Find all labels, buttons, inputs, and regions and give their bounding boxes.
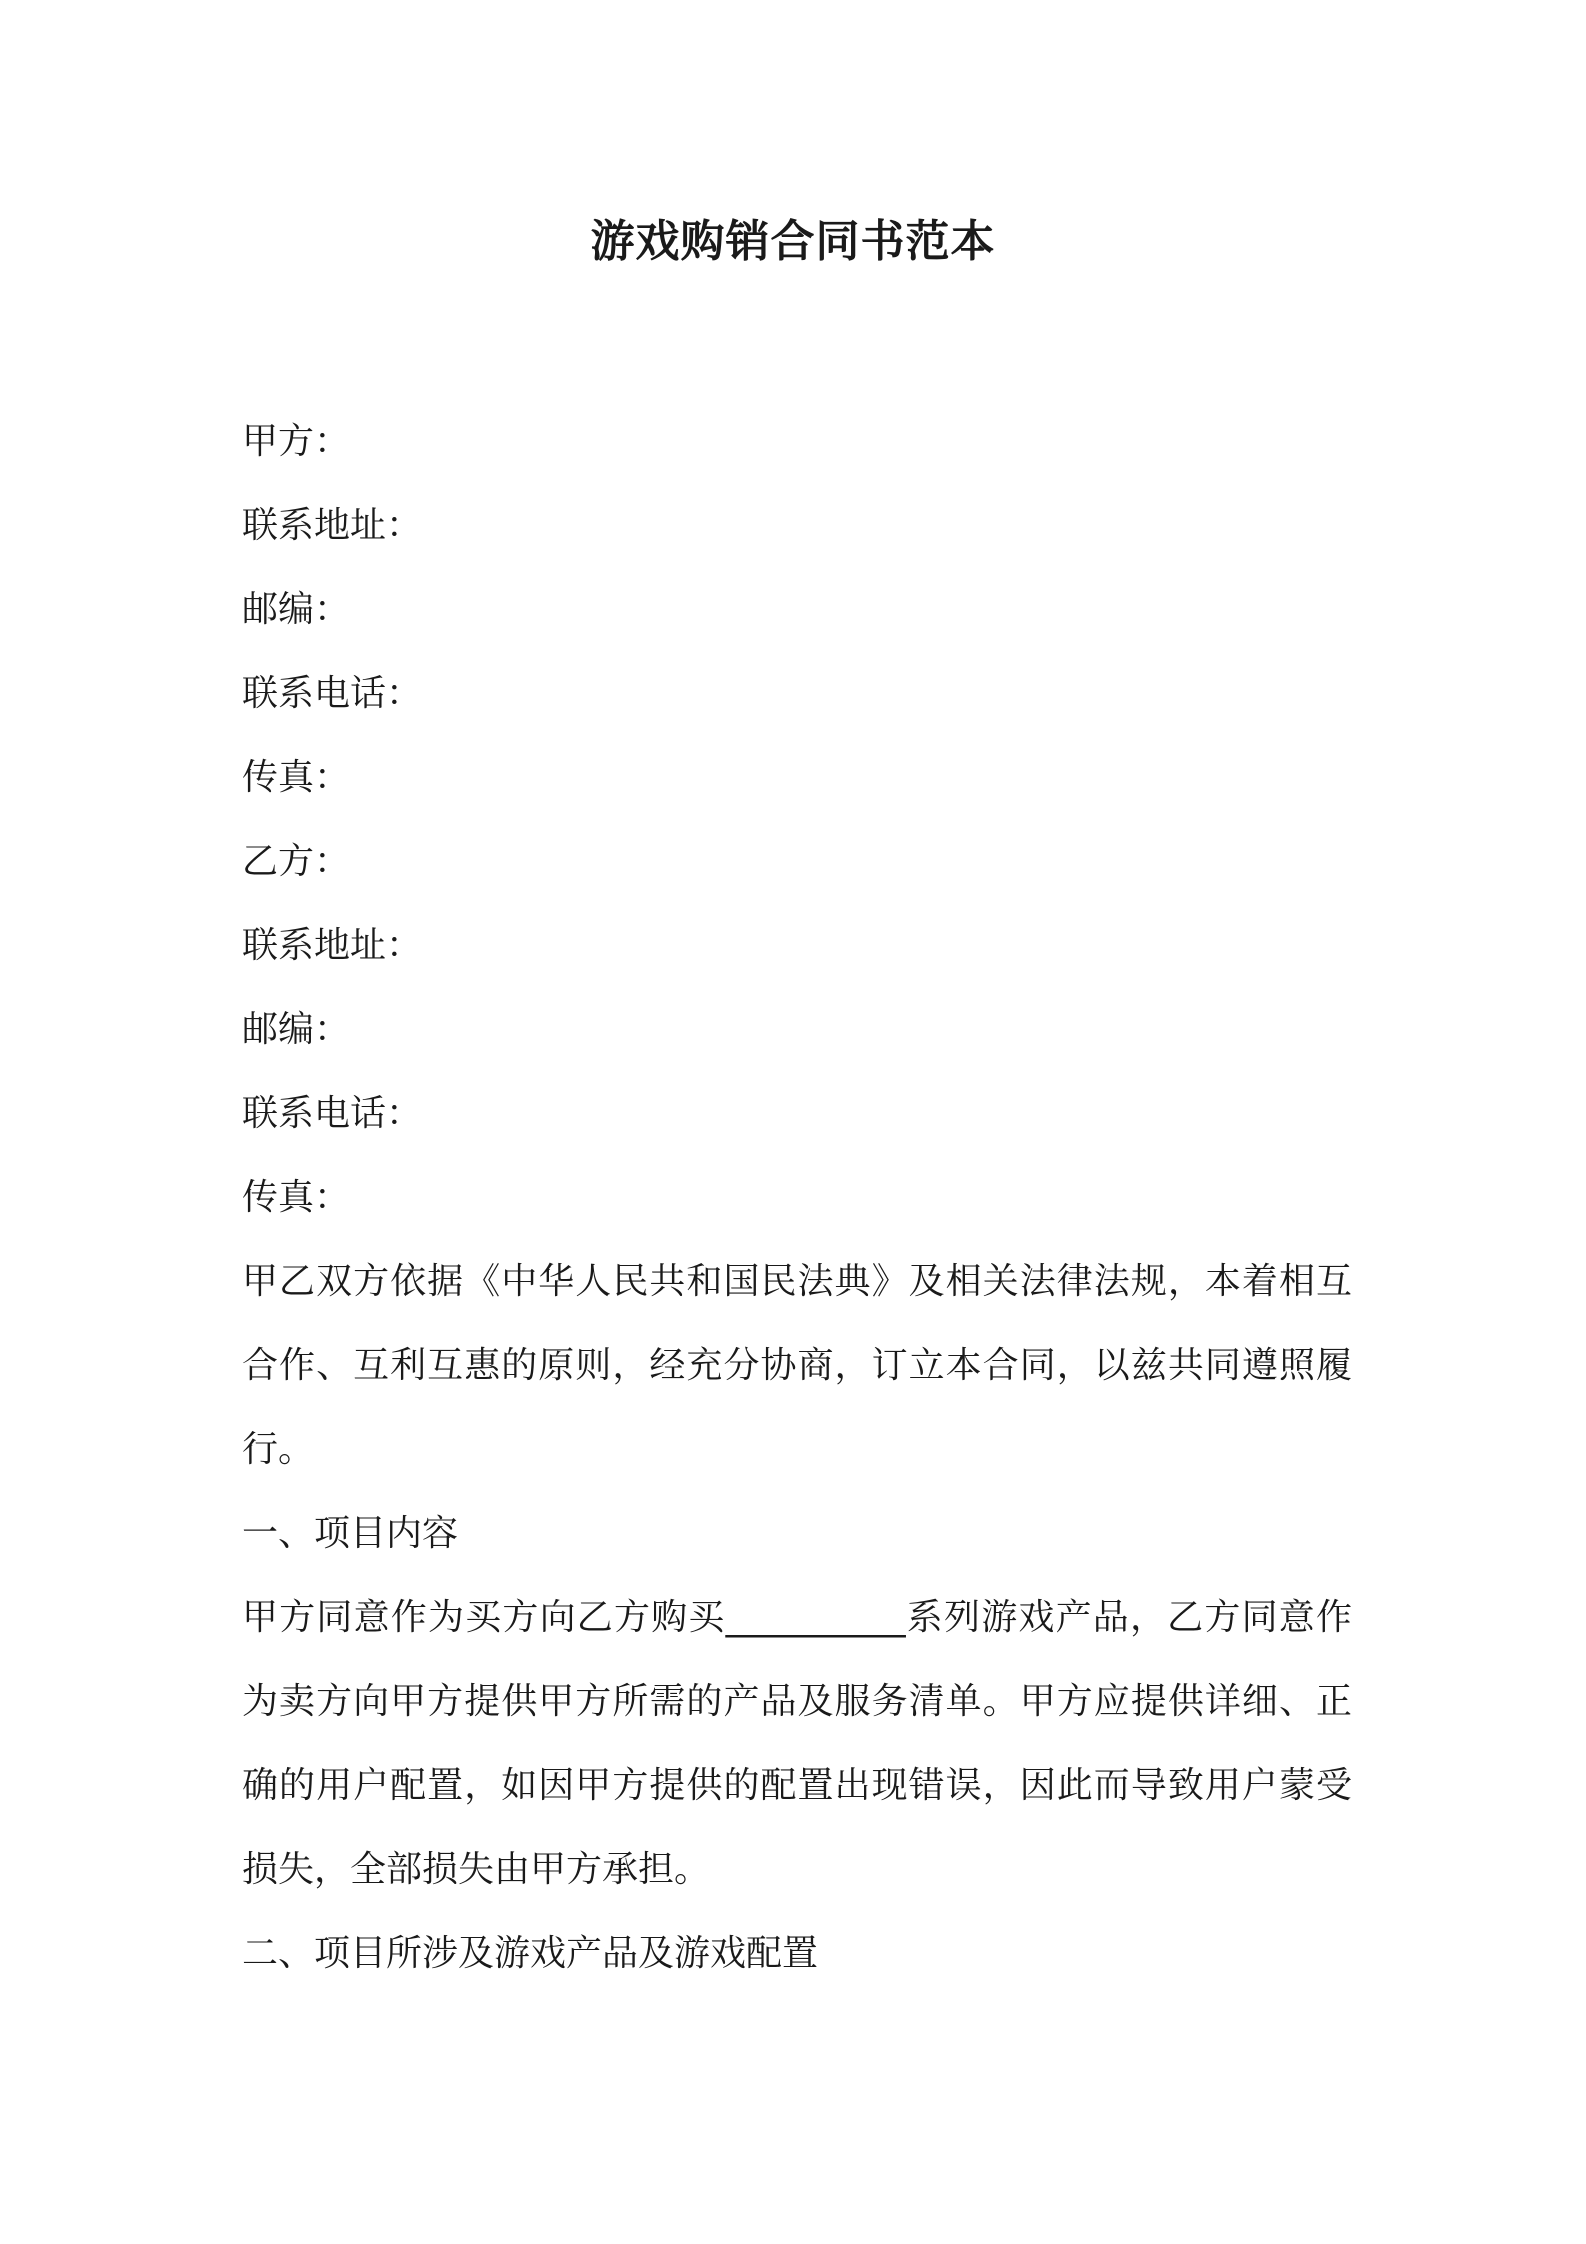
party-b-postcode: 邮编： <box>242 1009 351 1050</box>
party-a-fax: 传真： <box>242 757 351 798</box>
party-a-phone: 联系电话： <box>242 673 423 714</box>
party-a-postcode: 邮编： <box>242 589 351 630</box>
party-b-address: 联系地址： <box>242 925 423 966</box>
section-2-heading: 二、项目所涉及游戏产品及游戏配置 <box>242 1933 819 1974</box>
preamble-paragraph: 甲乙双方依据《中华人民共和国民法典》及相关法律法规，本着相互合作、互利互惠的原则，经充分协商，订立本合同，以兹共同遵照履行。 <box>242 1261 1352 1470</box>
document-title: 游戏购销合同书范本 <box>590 216 996 267</box>
party-b-fax: 传真： <box>242 1177 351 1218</box>
party-b-label: 乙方： <box>242 841 351 882</box>
party-b-phone: 联系电话： <box>242 1093 423 1134</box>
document-body <box>242 400 1352 1996</box>
section-1-heading: 一、项目内容 <box>242 1513 459 1554</box>
section-1-paragraph: 甲方同意作为买方向乙方购买__________系列游戏产品，乙方同意作为卖方向甲方提供甲方所需的产品及服务清单。甲方应提供详细、正确的用户配置，如因甲方提供的配置出现错误，因此而导致用户蒙受损失，全部损失由甲方承担。 <box>242 1597 1352 1890</box>
party-a-label: 甲方： <box>242 421 351 462</box>
party-a-address: 联系地址： <box>242 505 423 546</box>
